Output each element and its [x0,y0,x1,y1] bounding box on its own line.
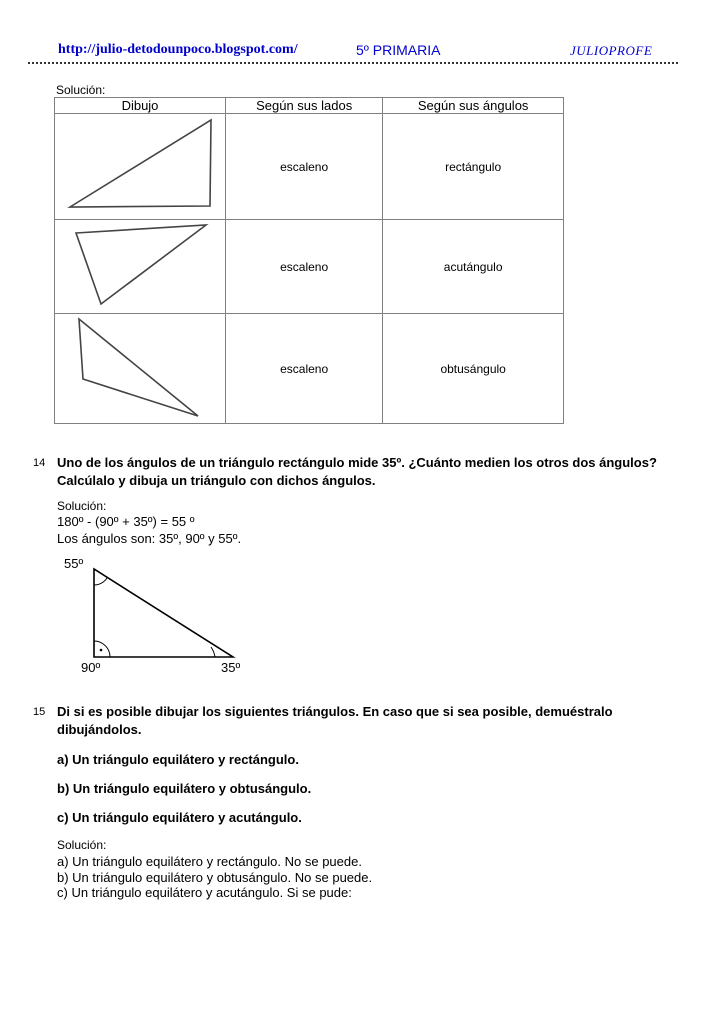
right-triangle-35-55-90-diagram [55,553,255,673]
question-15-line-1: Di si es posible dibujar los siguientes triángulos. En caso que si sea posible, demuéstralo [57,704,613,719]
sides-cell: escaleno [226,114,383,220]
question-15-item-a: a) Un triángulo equilátero y rectángulo. [57,752,299,767]
header-drawing: Dibujo [55,98,226,114]
right-angle-dot [100,649,103,652]
question-15-solution-c: c) Un triángulo equilátero y acutángulo. Si se pude: [57,885,352,900]
header-level: 5º PRIMARIA [356,42,441,58]
drawing-cell [55,314,226,424]
table-row [55,314,564,424]
angles-cell: acutángulo [383,220,564,314]
question-15-line-2: dibujándolos. [57,722,142,737]
angles-cell: rectángulo [383,114,564,220]
drawing-cell [55,220,226,314]
header-angles: Según sus ángulos [383,98,564,114]
drawing-cell [55,114,226,220]
header-url[interactable]: http://julio-detodounpoco.blogspot.com/ [58,42,298,57]
question-15-item-c: c) Un triángulo equilátero y acutángulo. [57,810,302,825]
table-row [55,220,564,314]
question-15-item-b: b) Un triángulo equilátero y obtusángulo. [57,781,312,796]
header-divider [28,62,678,64]
question-14-calculation: 180º - (90º + 35º) = 55 º [57,514,195,529]
angles-cell: obtusángulo [383,314,564,424]
question-14-line-2: Calcúlalo y dibuja un triángulo con dichos ángulos. [57,473,376,488]
acute-scalene-triangle-drawing [55,221,225,313]
question-14-number: 14 [33,457,46,469]
question-15-solution-b: b) Un triángulo equilátero y obtusángulo. No se puede. [57,870,373,885]
angle-label-bottom-left: 90º [81,660,101,675]
angle-label-bottom-right: 35º [221,660,241,675]
angle-arc-top [94,578,107,585]
question-14-answer: Los ángulos son: 35º, 90º y 55º. [57,531,242,546]
table-row [55,114,564,220]
table-header-row [55,98,564,114]
sides-cell: escaleno [226,314,383,424]
angle-arc-right-angle [94,641,110,657]
right-scalene-triangle-drawing [55,115,225,219]
obtuse-scalene-triangle-drawing [55,315,225,423]
question-14-line-1: Uno de los ángulos de un triángulo rectángulo mide 35º. ¿Cuánto medien los otros dos ángulos? [57,455,657,470]
header-author: JULIOPROFE [570,43,653,58]
header-sides: Según sus lados [226,98,383,114]
table-solution-label: Solución: [56,83,106,97]
angle-arc-bottom-right [211,647,215,657]
triangle-classification-table [54,97,564,424]
question-15-solution-a: a) Un triángulo equilátero y rectángulo. No se puede. [57,854,362,869]
question-14-solution-label: Solución: [57,499,107,513]
question-15-solution-label: Solución: [57,838,107,852]
angle-label-top: 55º [64,556,84,571]
question-15-number: 15 [33,706,46,718]
sides-cell: escaleno [226,220,383,314]
